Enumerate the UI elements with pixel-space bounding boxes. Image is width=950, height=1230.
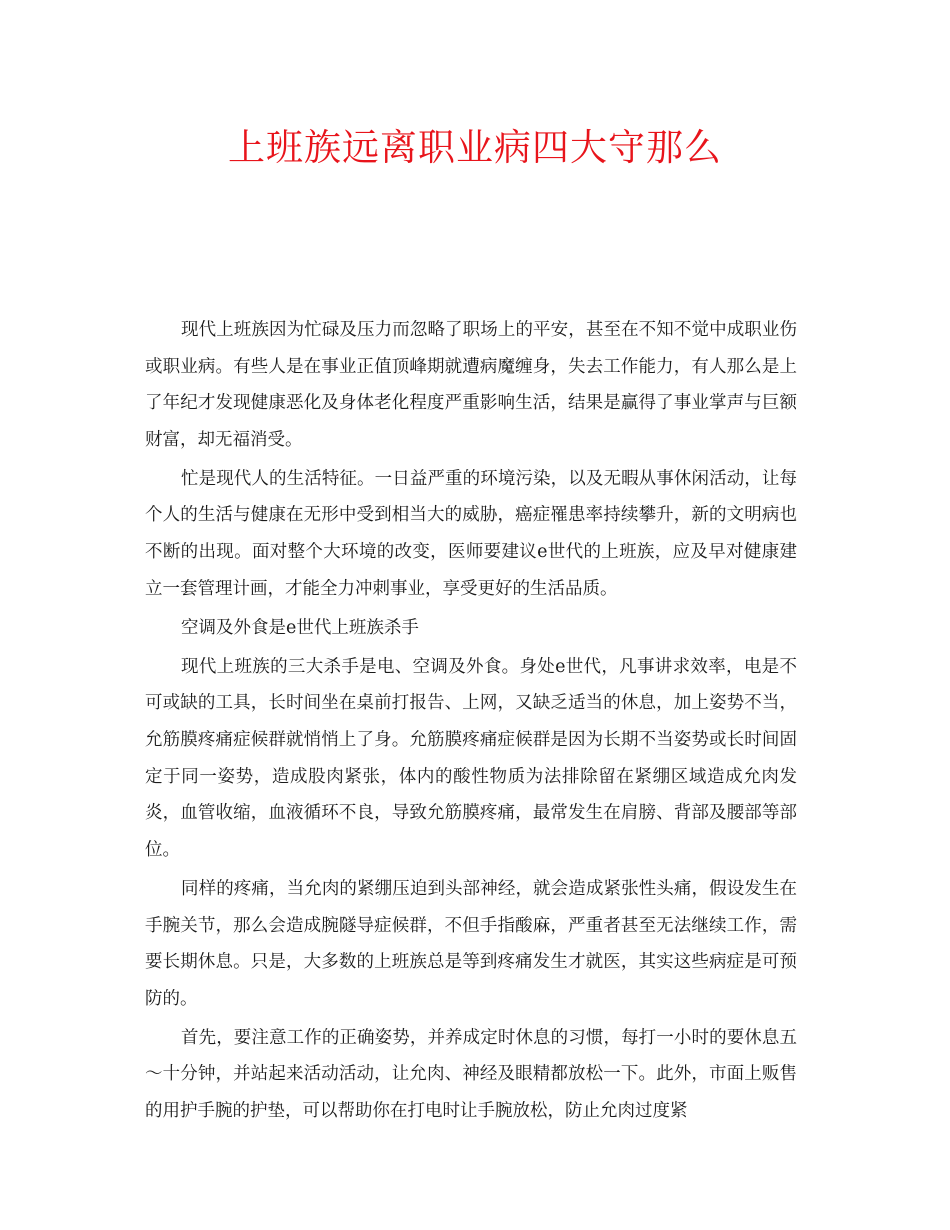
paragraph-prevention: 首先，要注意工作的正确姿势，并养成定时休息的习惯，每打一小时的要休息五～十分钟，并站起来活动活动，让允肉、神经及眼精都放松一下。此外，市面上贩售的用护手腕的护垫，可以帮助你在打电时让手腕放松，防止允肉过度紧 xyxy=(145,1027,797,1121)
document-body xyxy=(145,312,797,1130)
paragraph-intro: 现代上班族因为忙碌及压力而忽略了职场上的平安，甚至在不知不觉中成职业伤或职业病。有些人是在事业正值顶峰期就遭病魔缠身，失去工作能力，有人那么是上了年纪才发现健康恶化及身体老化程度严重影响生活，结果是赢得了事业掌声与巨额财富，却无福消受。 xyxy=(145,320,797,450)
section-heading: 空调及外食是e世代上班族杀手 xyxy=(181,617,419,638)
paragraph-busy-life: 忙是现代人的生活特征。一日益严重的环境污染，以及无暇从事休闲活动，让每个人的生活与健康在无形中受到相当大的威胁，癌症罹患率持续攀升，新的文明病也不断的出现。面对整个大环境的改变，医师要建议e世代的上班族，应及早对健康建立一套管理计画，才能全力冲刺事业，享受更好的生活品质。 xyxy=(145,468,797,599)
document-title: 上班族远离职业病四大守那么 xyxy=(228,126,722,169)
paragraph-pain: 同样的疼痛，当允肉的紧绷压迫到头部神经，就会造成紧张性头痛，假设发生在手腕关节，那么会造成腕隧导症候群，不但手指酸麻，严重者甚至无法继续工作，需要长期休息。只是，大多数的上班族总是等到疼痛发生才就医，其实这些病症是可预防的。 xyxy=(145,878,797,1009)
paragraph-three-killers: 现代上班族的三大杀手是电、空调及外食。身处e世代，凡事讲求效率，电是不可或缺的工具，长时间坐在桌前打报告、上网，又缺乏适当的休息，加上姿势不当，允筋膜疼痛症候群就悄悄上了身。允筋膜疼痛症候群是因为长期不当姿势或长时间固定于同一姿势，造成股肉紧张，体内的酸性物质为法排除留在紧绷区域造成允肉发炎，血管收缩，血液循环不良，导致允筋膜疼痛，最常发生在肩膀、背部及腰部等部位。 xyxy=(145,656,797,860)
